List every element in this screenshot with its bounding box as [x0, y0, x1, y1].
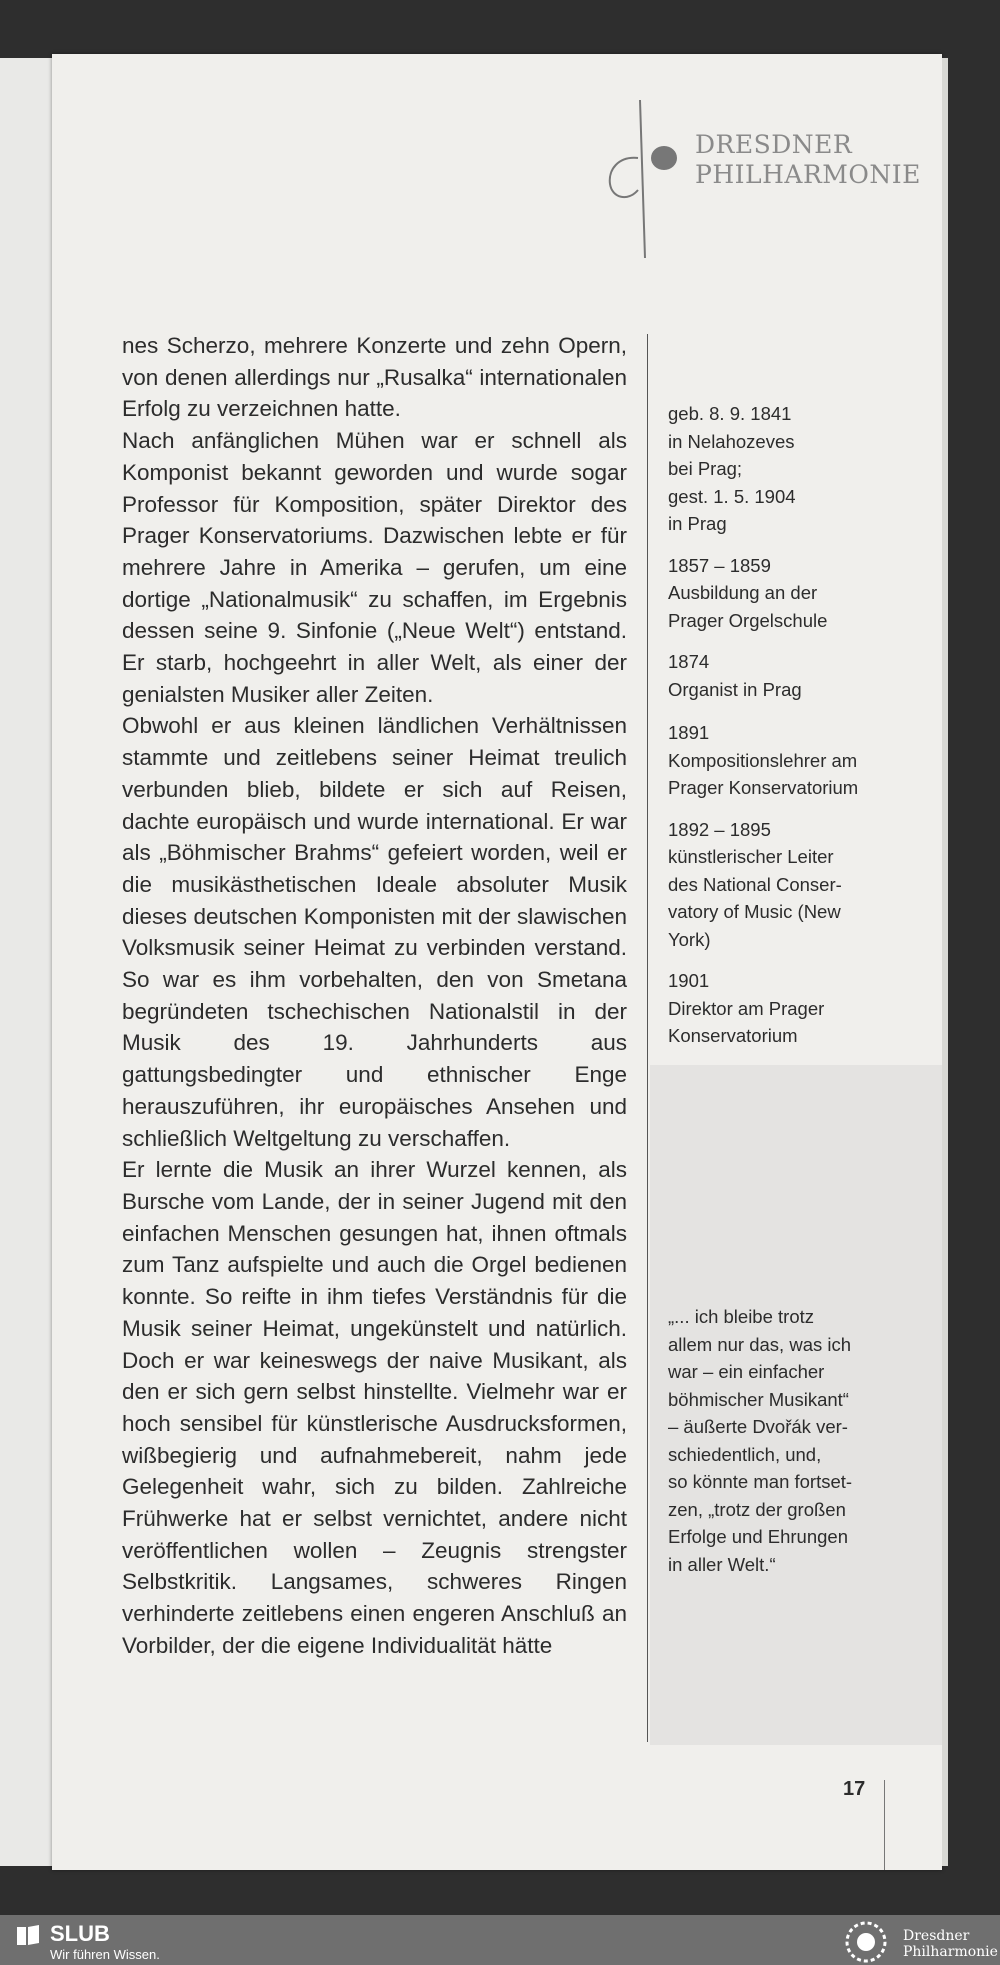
slub-logo-text[interactable]: SLUB [50, 1921, 110, 1946]
logo-line-2: PHILHARMONIE [695, 160, 921, 189]
quote-line: böhmischer Musikant“ [668, 1388, 849, 1410]
timeline-entry [668, 967, 898, 1050]
quote-line: schiedentlich, und, [668, 1443, 822, 1465]
biography-timeline [668, 400, 898, 1064]
timeline-entry [668, 719, 898, 802]
timeline-line: 1857 – 1859 [668, 554, 771, 576]
page-edge [942, 58, 948, 1866]
dresdner-philharmonie-footer-logo[interactable] [903, 1928, 998, 1960]
quote-line: – äußerte Dvořák ver- [668, 1416, 848, 1437]
quote-line: war – ein einfacher [668, 1361, 825, 1382]
page-number: 17 [843, 1778, 866, 1800]
slub-tagline: Wir führen Wissen. [50, 1947, 160, 1962]
dresdner-philharmonie-logo-text [695, 130, 921, 190]
timeline-line: in Nelahozeves [668, 430, 795, 452]
footer-logo-line-2: Philharmonie [903, 1944, 998, 1960]
timeline-line: Direktor am Prager [668, 997, 825, 1019]
timeline-line: geb. 8. 9. 1841 [668, 403, 792, 424]
footer-logo-line-1: Dresdner [903, 1928, 970, 1944]
quote-line: zen, „trotz der großen [668, 1498, 846, 1520]
paragraph: Obwohl er aus kleinen ländlichen Verhältnissen stammte und zeitlebens seiner Heimat treulich verbunden blieb, bildete er sich auf Reisen, dachte europäisch und wurde international. Er war als „Böhmischer Brahms“ gefeiert worden, weil er die musikästhetischen Ideale absoluter Musik dieses deutschen Komponisten mit der slawischen Volksmusik seiner Heimat zu verbinden verstand. So war es ihm vorbehalten, den von Smetana begründeten tschechischen Nationalstil in der Musik des 19. Jahrhunderts aus gattungsbedingter und ethnischer Enge herauszuführen, ihr europäisches Ansehen und schließlich Weltgeltung zu verschaffen. [122, 713, 627, 1151]
dresdner-philharmonie-emblem-icon[interactable] [842, 1920, 890, 1964]
quote-line: in aller Welt.“ [668, 1553, 776, 1575]
timeline-entry [668, 552, 898, 635]
page-number-divider [884, 1780, 885, 1870]
timeline-line: 1901 [668, 970, 710, 991]
paragraph: Er lernte die Musik an ihrer Wurzel kennen, als Bursche vom Lande, der in seiner Jugend mit den einfachen Menschen gesungen hat, ihnen oftmals zum Tanz aufspielte und auch die Orgel bedienen konnte. So reifte in ihm tiefes Verständnis für die Musik seiner Heimat, ungekünstelt und natürlich. Doch er war keineswegs der naive Musikant, als den er sich gern selbst hinstellte. Vielmehr war er hoch sensibel für künstlerische Ausdrucksformen, wißbegierig und aufnahmebereit, nahm jede Gelegenheit wahr, sich zu bilden. Zahlreiche Frühwerke hat er selbst vernichtet, andere nicht veröffentlichen wollen – Zeugnis strengster Selbstkritik. Langsames, schweres Ringen verhinderte zeitlebens einen engeren Anschluß an Vorbilder, der die eigene Individualität hätte [122, 1157, 627, 1658]
column-divider [647, 334, 648, 1742]
timeline-line: 1892 – 1895 [668, 818, 771, 840]
timeline-line: Prager Konservatorium [668, 777, 859, 798]
quote-line: allem nur das, was ich [668, 1333, 852, 1355]
quote-line: so könnte man fortset- [668, 1471, 853, 1492]
timeline-entry [668, 400, 898, 538]
timeline-line: bei Prag; [668, 458, 743, 479]
logo-line-1: DRESDNER [695, 130, 853, 159]
previous-page-edge [0, 58, 52, 1866]
paragraph: nes Scherzo, mehrere Konzerte und zehn Opern, von denen allerdings nur „Rusalka“ internationalen Erfolg zu verzeichnen hatte. [122, 333, 627, 422]
timeline-line: 1874 [668, 651, 710, 672]
timeline-line: 1891 [668, 722, 710, 743]
timeline-line: Organist in Prag [668, 678, 802, 700]
timeline-entry [668, 816, 898, 954]
main-text-column [122, 330, 627, 1662]
timeline-line: Kompositionslehrer am [668, 749, 858, 771]
dvorak-quote [668, 1303, 893, 1578]
quote-line: „... ich bleibe trotz [668, 1306, 815, 1327]
timeline-line: Konservatorium [668, 1025, 798, 1046]
timeline-line: Ausbildung an der [668, 582, 818, 603]
timeline-line: gest. 1. 5. 1904 [668, 485, 796, 507]
timeline-line: des National Conser- [668, 873, 842, 895]
timeline-line: vatory of Music (New [668, 901, 841, 922]
slub-book-icon[interactable] [16, 1925, 40, 1947]
timeline-line: in Prag [668, 513, 727, 534]
timeline-line: York) [668, 928, 711, 950]
quote-line: Erfolge und Ehrungen [668, 1526, 848, 1547]
paragraph: Nach anfänglichen Mühen war er schnell als Komponist bekannt geworden und wurde sogar Professor für Komposition, später Direktor des Prager Konservatoriums. Dazwischen lebte er für mehrere Jahre in Amerika – gerufen, um eine dortige „Nationalmusik“ zu schaffen, im Ergebnis dessen seine 9. Sinfonie („Neue Welt“) entstand. Er starb, hochgeehrt in aller Welt, als einer der genialsten Musiker aller Zeiten. [122, 428, 627, 707]
timeline-line: künstlerischer Leiter [668, 846, 834, 867]
timeline-entry [668, 648, 898, 703]
timeline-line: Prager Orgelschule [668, 609, 828, 631]
